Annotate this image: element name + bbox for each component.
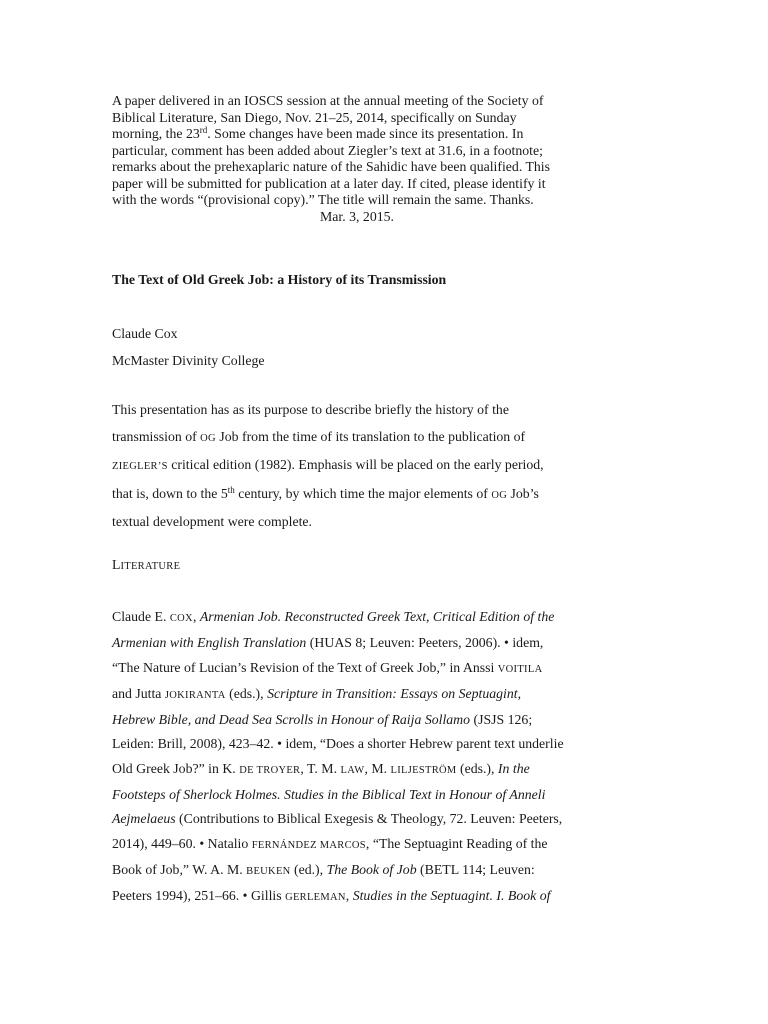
bib-text: (HUAS 8; Leuven: Peeters, 2006). • idem, [306, 635, 544, 651]
book-title: In the [497, 760, 530, 776]
bib-line: Leiden: Brill, 2008), 423–42. • idem, “Does a shorter Hebrew parent text underlie [112, 736, 564, 752]
bib-text: Old Greek Job?” in K. [112, 760, 240, 776]
note-line: Biblical Literature, San Diego, Nov. 21–25, 2014, specifically on Sunday [112, 109, 517, 125]
abstract-text: Job’s [507, 485, 539, 501]
book-title: Scripture in Transition: Essays on Septuagint, [267, 685, 522, 701]
bib-line [112, 807, 632, 831]
bib-line [112, 783, 632, 807]
bib-text: Peeters 1994), 251–66. • Gillis [112, 888, 286, 904]
abbreviation: OG [491, 489, 508, 501]
bib-text: (eds.), [225, 685, 268, 701]
book-title: Armenian with English Translation [112, 635, 307, 651]
abstract-line [112, 424, 612, 453]
bib-line [112, 605, 632, 631]
bib-text: , M. [364, 760, 391, 776]
paper-title: The Text of Old Greek Job: a History of its Transmission [112, 272, 447, 287]
bib-text: , T. M. [300, 760, 341, 776]
book-title: Studies in the Septuagint. I. Book of [352, 888, 551, 904]
bib-line [112, 757, 632, 783]
abstract-line: This presentation has as its purpose to describe briefly the history of the [112, 402, 509, 417]
book-title: Armenian Job. Reconstructed Greek Text, Critical Edition of the [199, 609, 555, 624]
abstract-line [112, 452, 612, 481]
book-title: The Book of Job [326, 861, 417, 877]
bib-text: , [345, 888, 353, 904]
bib-text: 2014), 449–60. • Natalio [112, 835, 252, 851]
author-affiliation: McMaster Divinity College [112, 353, 265, 368]
abstract-line [112, 481, 612, 510]
note-line: A paper delivered in an IOSCS session at the annual meeting of the Society of [112, 93, 544, 108]
author-surname: BEUKEN [246, 865, 291, 877]
abbreviation: OG [200, 432, 216, 444]
abstract-text: Job from the time of its translation to the publication of [215, 428, 526, 444]
bib-text: Claude E. [112, 609, 170, 624]
bib-line [112, 682, 632, 708]
author-surname: ZIEGLER’S [112, 461, 168, 472]
book-title: Hebrew Bible, and Dead Sea Scrolls in Honour of Raija Sollamo [112, 712, 471, 728]
abstract-text: transmission of [112, 428, 201, 444]
note-line: remarks about the prehexaplaric nature of the Sahidic have been qualified. This [112, 159, 551, 174]
note-line: paper will be submitted for publication at a later day. If cited, please identify it [112, 175, 546, 191]
note-line: particular, comment has been added about Ziegler’s text at 31.6, in a footnote; [112, 142, 543, 158]
author-surname: COX [169, 613, 193, 624]
book-title: Aejmelaeus [112, 811, 176, 827]
note-line [112, 126, 612, 143]
heading-rest: ITERATURE [120, 561, 181, 572]
bib-line [112, 884, 632, 910]
abstract-line: textual development were complete. [112, 514, 312, 529]
bib-text: Book of Job,” W. A. M. [112, 861, 247, 877]
author-surname: VOITILA [497, 663, 543, 675]
ordinal-suffix: th [227, 484, 235, 495]
bib-text: and Jutta [112, 685, 165, 701]
note-text: . Some changes have been made since its presentation. In [207, 126, 524, 141]
provisional-note [112, 93, 612, 225]
note-text: morning, the 23 [112, 126, 200, 141]
bib-line [112, 656, 632, 682]
bib-line [112, 708, 632, 732]
bib-line [112, 832, 632, 858]
bib-line [112, 631, 632, 655]
bib-text: (eds.), [456, 760, 498, 776]
bib-text: , [192, 609, 200, 624]
bibliography [112, 605, 632, 911]
author-name: Claude Cox [112, 326, 178, 341]
book-title: Footsteps of Sherlock Holmes. Studies in the Biblical Text in Honour of Anneli [112, 787, 546, 803]
abstract-text: critical edition (1982). Emphasis will be placed on the early period, [167, 457, 544, 472]
heading-initial: L [112, 557, 121, 572]
section-heading-literature [112, 557, 180, 573]
author-surname: LAW [340, 764, 365, 776]
bib-text: (ed.), [290, 861, 327, 877]
author-surname: JOKIRANTA [164, 689, 226, 701]
abstract-text: that is, down to the 5 [112, 485, 228, 501]
bib-text: (JSJS 126; [470, 712, 533, 728]
author-surname: FERNÁNDEZ MARCOS [251, 839, 366, 851]
abstract-text: century, by which time the major elements of [234, 485, 492, 501]
note-line: with the words “(provisional copy).” The title will remain the same. Thanks. [112, 192, 534, 207]
bib-text: , “The Septuagint Reading of the [365, 835, 548, 851]
author-surname: LILJESTRÖM [390, 764, 457, 776]
bib-line [112, 858, 632, 884]
ordinal-suffix: rd [199, 125, 208, 135]
bib-text: “The Nature of Lucian’s Revision of the Text of Greek Job,” in Anssi [112, 659, 498, 675]
bib-text: (Contributions to Biblical Exegesis & Theology, 72. Leuven: Peeters, [175, 811, 563, 827]
bib-text: (BETL 114; Leuven: [416, 861, 535, 877]
note-date: Mar. 3, 2015. [320, 208, 394, 224]
author-surname: DE TROYER [239, 764, 301, 776]
abstract [112, 397, 612, 536]
author-surname: GERLEMAN [285, 892, 346, 904]
